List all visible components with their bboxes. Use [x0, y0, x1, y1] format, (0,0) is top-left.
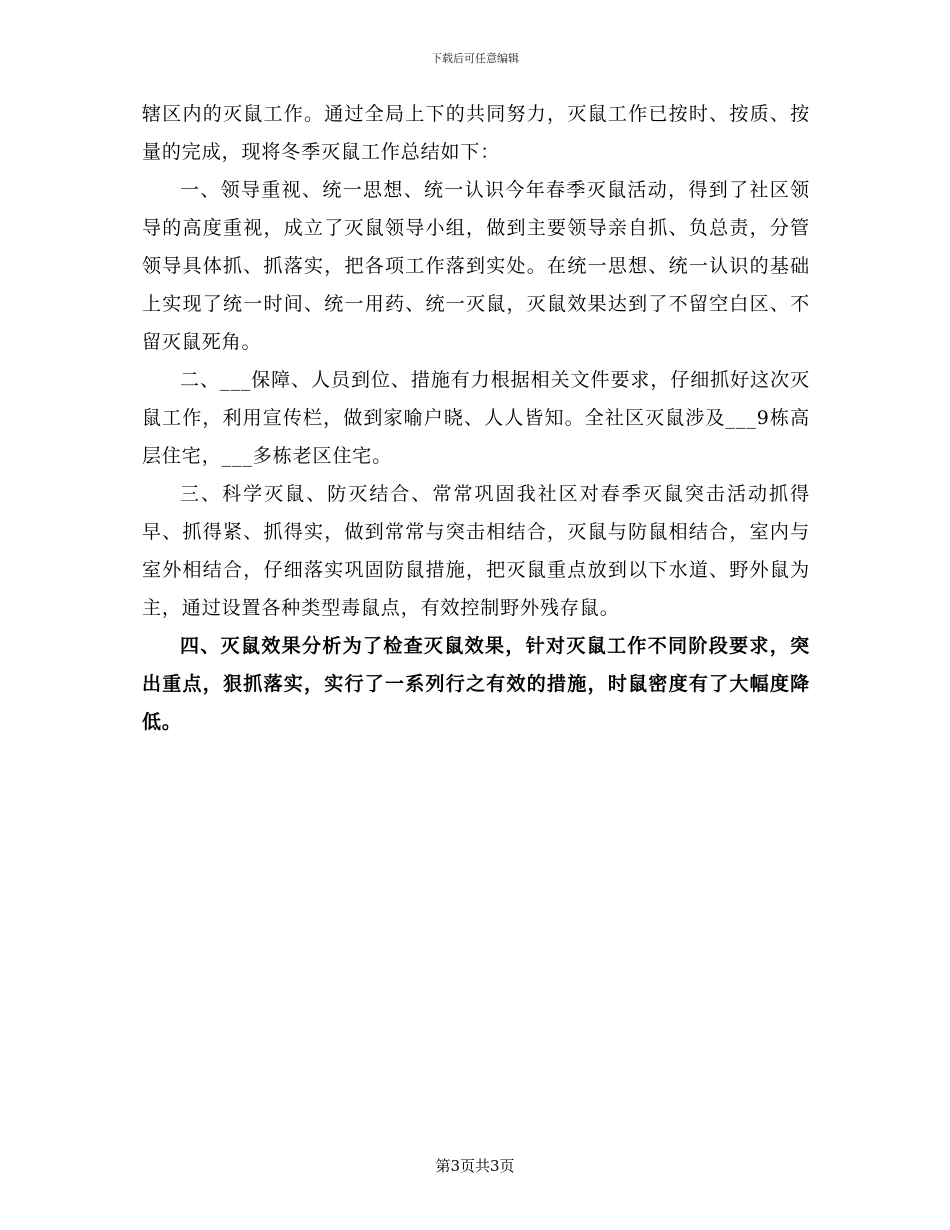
page-header: 下载后可任意编辑 [431, 52, 519, 65]
page-number: 第3页共3页 [435, 1157, 515, 1175]
document-body [142, 95, 810, 741]
paragraph-continuation: 辖区内的灭鼠工作。通过全局上下的共同努力，灭鼠工作已按时、按质、按量的完成，现将冬季灭鼠工作总结如下： [142, 103, 810, 163]
paragraph-section-1: 一、领导重视、统一思想、统一认识今年春季灭鼠活动，得到了社区领导的高度重视，成立了灭鼠领导小组，做到主要领导亲自抓、负总责，分管领导具体抓、抓落实，把各项工作落到实处。在统一思想、统一认识的基础上实现了统一时间、统一用药、统一灭鼠，灭鼠效果达到了不留空白区、不留灭鼠死角。 [142, 179, 810, 353]
paragraph-section-3: 三、科学灭鼠、防灭结合、常常巩固我社区对春季灭鼠突击活动抓得早、抓得紧、抓得实，做到常常与突击相结合，灭鼠与防鼠相结合，室内与室外相结合，仔细落实巩固防鼠措施，把灭鼠重点放到以下水道、野外鼠为主，通过设置各种类型毒鼠点，有效控制野外残存鼠。 [142, 483, 810, 619]
paragraph-section-4: 四、灭鼠效果分析为了检查灭鼠效果，针对灭鼠工作不同阶段要求，突出重点，狠抓落实，实行了一系列行之有效的措施，时鼠密度有了大幅度降低。 [142, 635, 810, 733]
paragraph-section-2: 二、___保障、人员到位、措施有力根据相关文件要求，仔细抓好这次灭鼠工作，利用宣传栏，做到家喻户晓、人人皆知。全社区灭鼠涉及___9栋高层住宅，___多栋老区住宅。 [142, 369, 810, 467]
